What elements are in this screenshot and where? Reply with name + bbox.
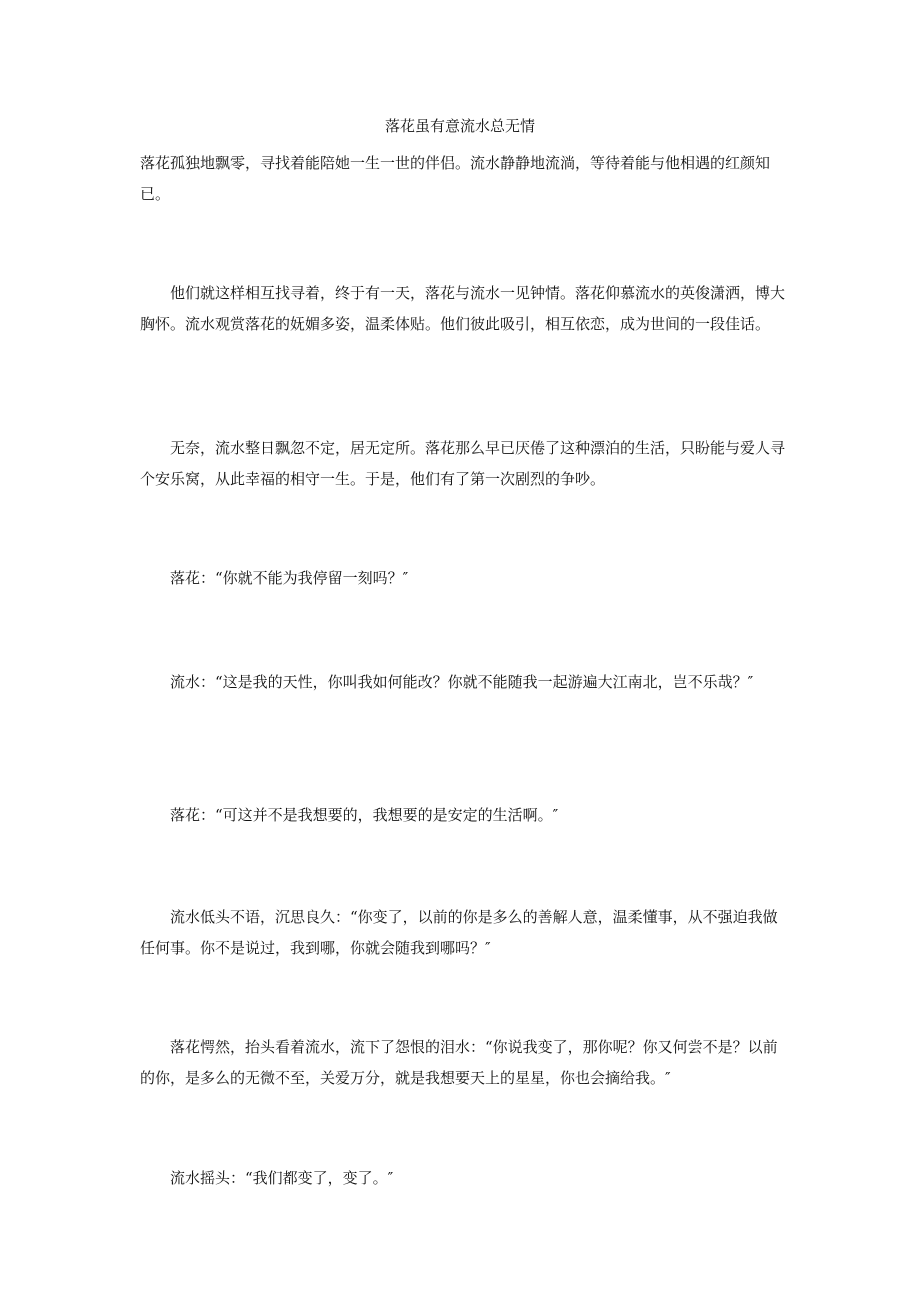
- paragraph-3: 无奈，流水整日飘忽不定，居无定所。落花那么早已厌倦了这种漂泊的生活，只盼能与爱人寻个安乐窝，从此幸福的相守一生。于是，他们有了第一次剧烈的争吵。: [140, 439, 786, 488]
- paragraph-1: 落花孤独地飘零，寻找着能陪她一生一世的伴侣。流水静静地流淌，等待着能与他相遇的红颜知已。: [140, 154, 771, 203]
- paragraph-6: 落花：“可这并不是我想要的，我想要的是安定的生活啊。″: [140, 806, 559, 824]
- paragraph-7: 流水低头不语，沉思良久：“你变了，以前的你是多么的善解人意，温柔懂事，从不强迫我做任何事。你不是说过，我到哪，你就会随我到哪吗？″: [140, 908, 778, 957]
- document-title: 落花虽有意流水总无情: [384, 117, 535, 135]
- paragraph-4: 落花：“你就不能为我停留一刻吗？″: [140, 569, 409, 587]
- paragraph-5: 流水：“这是我的天性，你叫我如何能改？你就不能随我一起游遍大江南北，岂不乐哉？″: [140, 673, 754, 691]
- paragraph-9: 流水摇头：“我们都变了，变了。″: [140, 1169, 394, 1187]
- paragraph-2: 他们就这样相互找寻着，终于有一天，落花与流水一见钟情。落花仰慕流水的英俊潇洒，博大胸怀。流水观赏落花的妩媚多姿，温柔体贴。他们彼此吸引，相互依恋，成为世间的一段佳话。: [140, 284, 786, 333]
- paragraph-8: 落花愕然，抬头看着流水，流下了怨恨的泪水：“你说我变了，那你呢？你又何尝不是？以前的你，是多么的无微不至，关爱万分，就是我想要天上的星星，你也会摘给我。″: [140, 1038, 778, 1087]
